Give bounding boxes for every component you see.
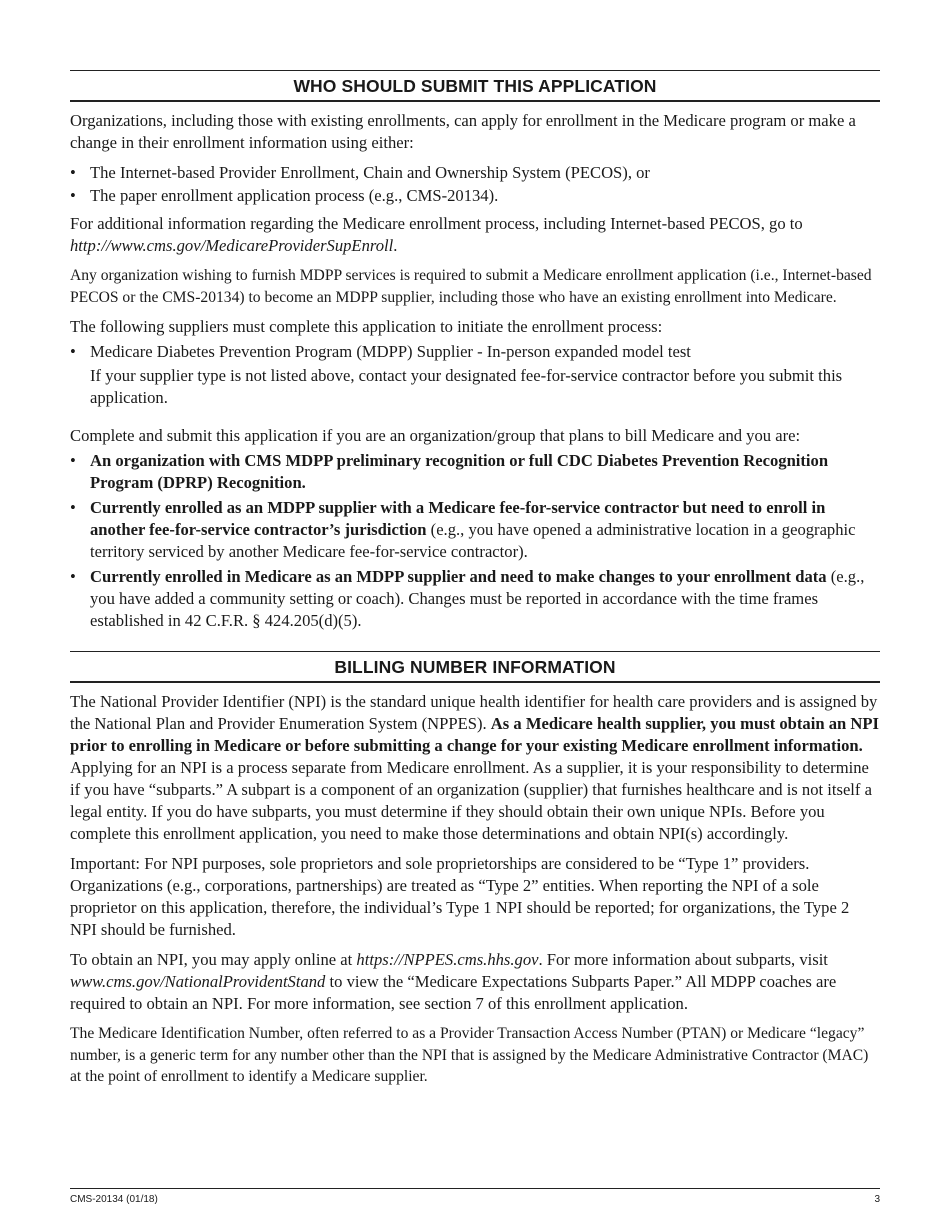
supplier-types-list [70, 341, 880, 363]
complete-intro-paragraph: Complete and submit this application if you are an organization/group that plans to bill Medicare and you are: [70, 426, 801, 445]
additional-info-paragraph [70, 213, 880, 257]
condition-bold-text: Currently enrolled in Medicare as an MDPP supplier and need to make changes to your enrollment data [90, 567, 827, 586]
section-title-who-should-submit: WHO SHOULD SUBMIT THIS APPLICATION [70, 70, 880, 102]
obtain-npi-text: To obtain an NPI, you may apply online at [70, 950, 357, 969]
national-provident-stand-link[interactable]: www.cms.gov/NationalProvidentStand [70, 972, 326, 991]
bullet-icon: • [70, 498, 76, 517]
mdpp-requirement-paragraph: Any organization wishing to furnish MDPP services is required to submit a Medicare enrollment application (i.e., Internet-based PECOS or the CMS-20134) to become an MDPP supplier, including those who have an existing enrollment into Medicare. [70, 267, 872, 306]
method-paper: The paper enrollment application process (e.g., CMS-20134). [90, 186, 499, 205]
list-item [70, 566, 880, 632]
npi-text-end: Applying for an NPI is a process separate from Medicare enrollment. As a supplier, it is your responsibility to determine if you have “subparts.” A subpart is a component of an organization (supplier) that furnishes healthcare and is not itself a legal entity. If you do have subparts, you must determine if they should obtain their own unique NPIs. Before you complete this enrollment application, you need to make those determinations and obtain NPI(s) accordingly. [70, 758, 872, 843]
additional-info-text: For additional information regarding the Medicare enrollment process, including Internet-based PECOS, go to [70, 214, 803, 233]
method-pecos: The Internet-based Provider Enrollment, Chain and Ownership System (PECOS), or [90, 163, 650, 182]
supplier-note-paragraph: If your supplier type is not listed above, contact your designated fee-for-service contractor before you submit this application. [90, 366, 843, 407]
obtain-npi-paragraph [70, 949, 880, 1015]
npi-bold-text: As a Medicare health supplier, you must obtain an NPI prior to enrolling in Medicare or before submitting a change for your existing Medicare enrollment information. [70, 714, 879, 755]
list-item [70, 341, 880, 363]
bullet-icon: • [70, 451, 76, 470]
intro-paragraph [70, 110, 880, 154]
conditions-list [70, 450, 880, 632]
bullet-icon: • [70, 567, 76, 586]
suppliers-intro-paragraph: The following suppliers must complete this application to initiate the enrollment process: [70, 317, 663, 336]
additional-info-end: . [393, 236, 398, 255]
supplier-type-mdpp: Medicare Diabetes Prevention Program (MDPP) Supplier - In-person expanded model test [90, 342, 691, 361]
condition-text: (e.g., you have added a community setting or coach). Changes must be reported in accordance with the time frames established in 42 C.F.R. § 424.205(d)(5). [90, 567, 865, 630]
condition-bold-text: Currently enrolled as an MDPP supplier with a Medicare fee-for-service contractor but need to enroll in another fee-for-service contractor’s jurisdiction [90, 498, 826, 539]
npi-paragraph [70, 691, 880, 845]
nppes-link[interactable]: https://NPPES.cms.hhs.gov [356, 950, 539, 969]
document-page [70, 70, 880, 1096]
enrollment-methods-list [70, 162, 880, 207]
obtain-npi-mid-text: . For more information about subparts, visit [538, 950, 828, 969]
section-title-billing-number: BILLING NUMBER INFORMATION [70, 651, 880, 683]
list-item [70, 185, 880, 207]
npi-text: The National Provider Identifier (NPI) is the standard unique health identifier for health care providers and is assigned by the National Plan and Provider Enumeration System (NPPES). [70, 692, 878, 733]
page-number: 3 [874, 1194, 880, 1205]
list-item [70, 497, 880, 563]
ptan-paragraph: The Medicare Identification Number, often referred to as a Provider Transaction Access Number (PTAN) or Medicare “legacy” number, is a generic term for any number other than the NPI that is assigned by the Medicare Administrative Contractor (MAC) at the point of enrollment to identify a Medicare supplier. [70, 1025, 869, 1085]
condition-bold-text: An organization with CMS MDPP preliminary recognition or full CDC Diabetes Prevention Recognition Program (DPRP) Recognition. [90, 451, 829, 492]
list-item [70, 162, 880, 184]
list-item [70, 450, 880, 494]
condition-text: (e.g., you have opened a administrative location in a geographic territory serviced by another Medicare fee-for-service contractor). [90, 520, 856, 561]
bullet-icon: • [70, 163, 76, 182]
page-footer [70, 1188, 880, 1205]
important-paragraph: Important: For NPI purposes, sole proprietors and sole proprietorships are considered to be “Type 1” providers. Organizations (e.g., corporations, partnerships) are treated as “Type 2” entities. When reporting the NPI of a sole proprietor on this application, therefore, the individual’s Type 1 NPI should be reported; for organizations, the Type 2 NPI should be furnished. [70, 854, 850, 939]
intro-text: Organizations, including those with existing enrollments, can apply for enrollment in the Medicare program or make a change in their enrollment information using either: [70, 111, 856, 152]
bullet-icon: • [70, 342, 76, 361]
form-id: CMS-20134 (01/18) [70, 1194, 158, 1205]
obtain-npi-end-text: to view the “Medicare Expectations Subparts Paper.” All MDPP coaches are required to obtain an NPI. For more information, see section 7 of this enrollment application. [70, 972, 837, 1013]
bullet-icon: • [70, 186, 76, 205]
cms-enroll-link[interactable]: http://www.cms.gov/MedicareProviderSupEnroll [70, 236, 394, 255]
